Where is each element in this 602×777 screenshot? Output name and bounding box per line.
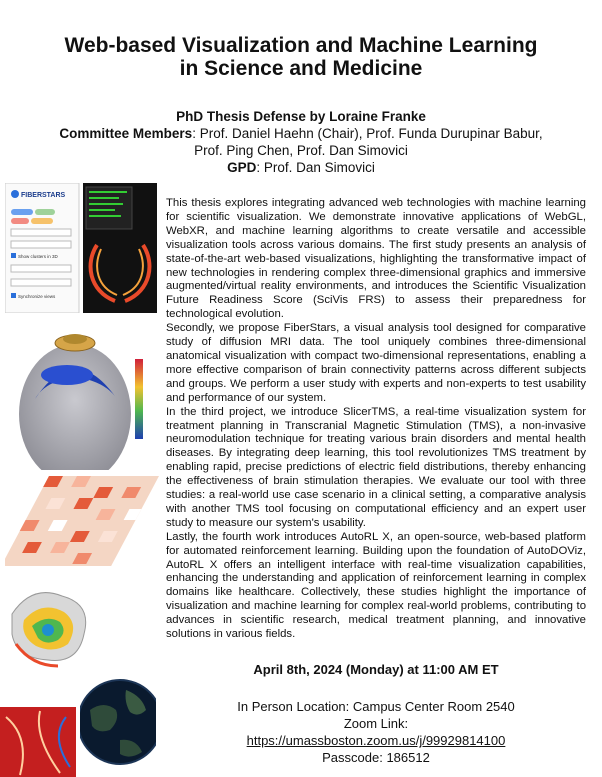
abstract-paragraph-2: Secondly, we propose FiberStars, a visual analysis tool designed for comparative study of diffusion MRI data. The tool uniquely combines three-dimensional anatomical visualization with compact two-dimensional representations, enabling a more effective comparison of brain connectivity patterns across different subjects and groups. We perform a user study with experts and non-experts to test usability and performance of our system. (166, 322, 586, 404)
fiberstars-figure (5, 183, 157, 313)
abstract-paragraph-4: Lastly, the fourth work introduces AutoRL X, an open-source, web-based platform for automated reinforcement learning. Building upon the foundation of AutoDOViz, AutoRL X offers an intelligent interface with real-time visualization capabilities, enhancing the understanding and application of reinforcement learning in complex domains like healthcare. Collectively, these studies highlight the importance of visualization and machine learning for complex real-world problems, contributing to advances in scientific research, medical treatment planning, and innovative solutions in various fields. (166, 530, 586, 641)
gpd-label: GPD (227, 160, 257, 175)
passcode: Passcode: 186512 (322, 750, 430, 765)
zoom-label: Zoom Link: (343, 716, 409, 731)
globe-render (80, 660, 156, 777)
vessel-render (0, 707, 76, 777)
fiberstars-logo-text: FIBERSTARS (21, 192, 66, 199)
event-date: April 8th, 2024 (Monday) at 11:00 AM ET (253, 662, 499, 677)
abstract-paragraph-1: This thesis explores integrating advanced web technologies with machine learning for scientific visualization. We demonstrate innovative applications of WebGL, WebXR, and machine learning algorithms to create versatile and accessible visualization tools across various domains. The first study presents an analysis of state-of-the-art web-based visualizations, highlighting the transformative impact of new technologies in rendering complex three-dimensional graphics and immersive augmented/virtual reality environments, and introduces the Scientific Visualization Future Readiness Score (SciVis FRS) to assess their preparedness for technological evolution. (166, 197, 586, 321)
slicertms-figure (5, 319, 155, 494)
committee-line-2: Prof. Ping Chen, Prof. Dan Simovici (194, 143, 408, 158)
heatmap-figure (5, 470, 159, 570)
svg-text:L: L (127, 373, 131, 379)
event-location: In Person Location: Campus Center Room 2540 (237, 699, 515, 714)
title-line-1: Web-based Visualization and Machine Learning (64, 34, 538, 57)
defense-heading: PhD Thesis Defense by Loraine Franke (176, 109, 426, 124)
fiberstars-screenshot (5, 183, 157, 313)
anatomy-render (2, 574, 98, 674)
fiberstars-logo-icon (11, 190, 19, 198)
committee-line-1: : Prof. Daniel Haehn (Chair), Prof. Funda Durupinar Babur, (192, 126, 543, 141)
fiberstars-option-label: Show clusters in 3D (18, 254, 58, 259)
event-details (166, 661, 586, 766)
gpd-value: : Prof. Dan Simovici (256, 160, 375, 175)
heatmap-grid (5, 470, 159, 570)
committee-label: Committee Members (59, 126, 193, 141)
slicertms-head-figure (5, 319, 155, 494)
anatomy-figure (2, 574, 98, 674)
title-line-2: in Science and Medicine (179, 57, 423, 80)
vessel-figure (0, 707, 76, 777)
fiberstars-option2-label: Synchronize views (18, 294, 56, 299)
header-block (0, 108, 602, 176)
globe-figure (80, 660, 156, 777)
poster-title (0, 34, 602, 80)
zoom-link[interactable]: https://umassboston.zoom.us/j/99929814100 (246, 733, 506, 748)
abstract-paragraph-3: In the third project, we introduce SlicerTMS, a real-time visualization system for treatment planning in Transcranial Magnetic Stimulation (TMS), a non-invasive neuromodulation technique for treating various brain disorders and mental health diseases. By integrating deep learning, this tool revolutionizes TMS treatment by enabling rapid, precise predictions of electric field distributions, thereby enhancing the effectiveness of brain stimulation therapies. We evaluate our tool with three studies: a real-world use case scenario in a clinical setting, a comparative analysis with another TMS tool focusing on computational efficiency and an expert user study to measure our system's usability. (166, 405, 586, 529)
abstract (166, 197, 586, 642)
